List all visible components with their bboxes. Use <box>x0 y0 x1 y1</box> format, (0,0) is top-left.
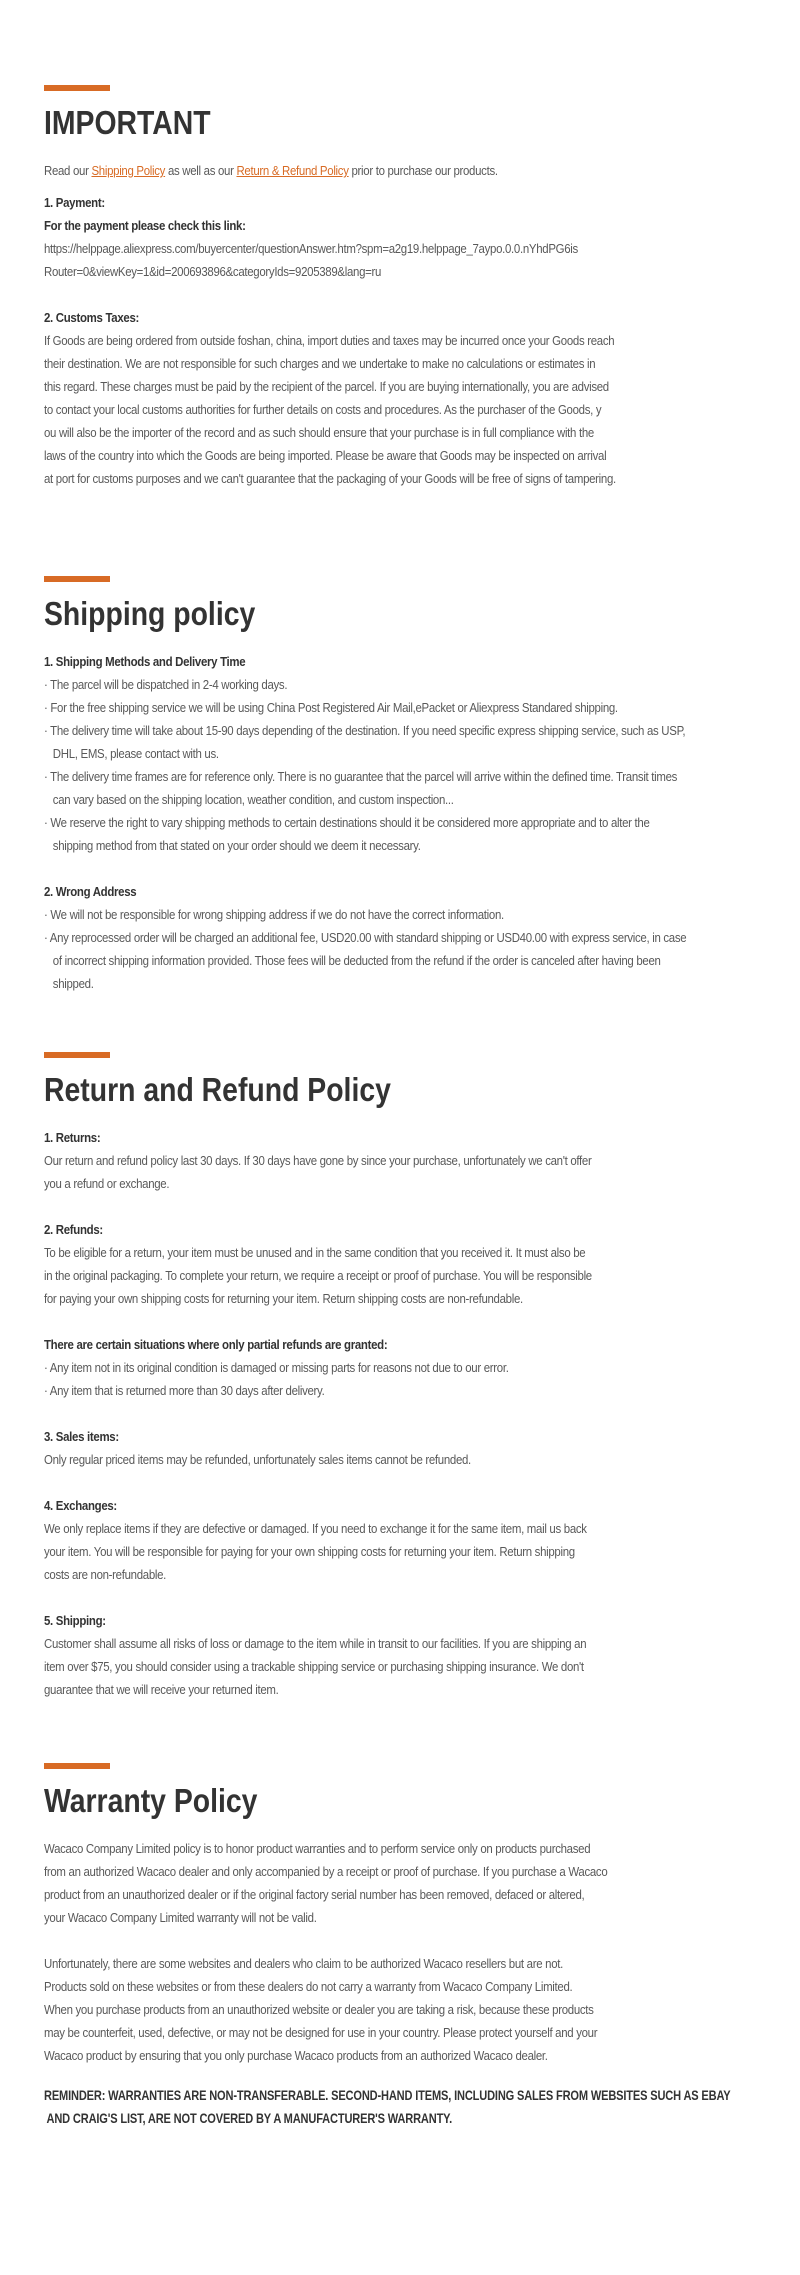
partial-refunds-heading: There are certain situations where only partial refunds are granted: <box>44 1337 388 1352</box>
paragraph-line: this regard. These charges must be paid by the recipient of the parcel. If you are buying internationally, you are advised <box>44 379 609 394</box>
intro-post: prior to purchase our products. <box>351 163 498 178</box>
customs-paragraph <box>44 329 757 490</box>
sales-items-heading: 3. Sales items: <box>44 1429 119 1444</box>
important-body <box>44 159 757 490</box>
warranty-body <box>44 1837 757 2067</box>
list-item: · Any item not in its original condition is damaged or missing parts for reasons not due to our error. <box>44 1360 509 1375</box>
paragraph-line: from an authorized Wacaco dealer and only accompanied by a receipt or proof of purchase. If you purchase a Wacaco <box>44 1864 608 1879</box>
paragraph-line: your item. You will be responsible for paying for your own shipping costs for returning your item. Return shipping <box>44 1544 575 1559</box>
paragraph-line: Wacaco Company Limited policy is to honor product warranties and to perform service only on products purchased <box>44 1841 591 1856</box>
shipping-section <box>44 576 764 995</box>
accent-bar <box>44 576 110 582</box>
paragraph-line: ou will also be the importer of the record and as such should ensure that your purchase is in full compliance with the <box>44 425 594 440</box>
paragraph-line: you a refund or exchange. <box>44 1176 170 1191</box>
list-item: · Any item that is returned more than 30 days after delivery. <box>44 1383 325 1398</box>
shipping-methods-heading: 1. Shipping Methods and Delivery Time <box>44 654 246 669</box>
payment-url-line[interactable]: https://helppage.aliexpress.com/buyercenter/questionAnswer.htm?spm=a2g19.helppage_7aypo.0.0.nYhdPG6is <box>44 241 578 256</box>
refund-policy-link[interactable]: Return & Refund Policy <box>236 163 349 178</box>
refund-title: Return and Refund Policy <box>44 1071 391 1108</box>
accent-bar <box>44 85 110 91</box>
refund-body <box>44 1126 757 1701</box>
shipping-body <box>44 650 757 995</box>
shipping-policy-link[interactable]: Shipping Policy <box>91 163 166 178</box>
warranty-section <box>44 1763 764 2130</box>
list-item: · Any reprocessed order will be charged an additional fee, USD20.00 with standard shipping or USD40.00 with express service, in case of incorrect shipping information provided. Those fees will be deducted from the refund if the order is canceled after having been shipped. <box>44 930 687 991</box>
refunds-heading: 2. Refunds: <box>44 1222 103 1237</box>
list-item: · The delivery time will take about 15-90 days depending of the destination. If you need specific express shipping service, such as USP, DHL, EMS, please contact with us. <box>44 723 686 761</box>
paragraph-line: Our return and refund policy last 30 days. If 30 days have gone by since your purchase, unfortunately we can't offer <box>44 1153 592 1168</box>
shipping-title: Shipping policy <box>44 595 256 632</box>
exchanges-heading: 4. Exchanges: <box>44 1498 117 1513</box>
wrong-address-heading: 2. Wrong Address <box>44 884 137 899</box>
accent-bar <box>44 1763 110 1769</box>
warranty-reminder <box>44 2084 747 2130</box>
paragraph-line: Wacaco product by ensuring that you only purchase Wacaco products from an authorized Wacaco dealer. <box>44 2048 548 2063</box>
list-item: · For the free shipping service we will be using China Post Registered Air Mail,ePacket or Aliexpress Standared shipping. <box>44 700 618 715</box>
shipping-methods-list <box>44 673 691 857</box>
paragraph-line: product from an unauthorized dealer or if the original factory serial number has been removed, defaced or altered, <box>44 1887 585 1902</box>
customs-heading: 2. Customs Taxes: <box>44 310 140 325</box>
paragraph-line: Only regular priced items may be refunded, unfortunately sales items cannot be refunded. <box>44 1452 471 1467</box>
paragraph-line: We only replace items if they are defective or damaged. If you need to exchange it for the same item, mail us back <box>44 1521 587 1536</box>
reminder-line: AND CRAIG'S LIST, ARE NOT COVERED BY A MANUFACTURER'S WARRANTY. <box>44 2110 453 2126</box>
accent-bar <box>44 1052 110 1058</box>
intro-mid: as well as our <box>167 163 234 178</box>
paragraph-line: for paying your own shipping costs for returning your item. Return shipping costs are non-refundable. <box>44 1291 523 1306</box>
important-title: IMPORTANT <box>44 104 211 141</box>
paragraph-line: Customer shall assume all risks of loss or damage to the item while in transit to our facilities. If you are shipping an <box>44 1636 587 1651</box>
returns-heading: 1. Returns: <box>44 1130 101 1145</box>
paragraph-line: their destination. We are not responsible for such charges and we undertake to make no calculations or estimates in <box>44 356 596 371</box>
paragraph-line: To be eligible for a return, your item must be unused and in the same condition that you received it. It must also be <box>44 1245 586 1260</box>
paragraph-line: item over $75, you should consider using a trackable shipping service or purchasing shipping insurance. We don't <box>44 1659 584 1674</box>
paragraph-line: may be counterfeit, used, defective, or may not be designed for use in your country. Please protect yourself and your <box>44 2025 598 2040</box>
list-item: · We will not be responsible for wrong shipping address if we do not have the correct information. <box>44 907 504 922</box>
paragraph-line: If Goods are being ordered from outside foshan, china, import duties and taxes may be incurred once your Goods reach <box>44 333 615 348</box>
paragraph-line: laws of the country into which the Goods are being imported. Please be aware that Goods may be inspected on arrival <box>44 448 607 463</box>
paragraph-line: to contact your local customs authorities for further details on costs and procedures. As the purchaser of the Goods, y <box>44 402 602 417</box>
intro-pre: Read our <box>44 163 89 178</box>
paragraph-line: guarantee that we will receive your returned item. <box>44 1682 279 1697</box>
refund-section <box>44 1052 764 1701</box>
list-item: · We reserve the right to vary shipping methods to certain destinations should it be considered more appropriate and to alter the shipping method from that stated on your order should we deem it necessary. <box>44 815 650 853</box>
payment-url-line[interactable]: Router=0&viewKey=1&id=200693896&categoryIds=9205389&lang=ru <box>44 264 382 279</box>
list-item: · The delivery time frames are for reference only. There is no guarantee that the parcel will arrive within the defined time. Transit times can vary based on the shipping location, weather condition, and custom inspection... <box>44 769 678 807</box>
paragraph-line: in the original packaging. To complete your return, we require a receipt or proof of purchase. You will be responsible <box>44 1268 592 1283</box>
warranty-title: Warranty Policy <box>44 1782 258 1819</box>
wrong-address-list <box>44 903 691 995</box>
intro-line <box>44 159 757 182</box>
paragraph-line: your Wacaco Company Limited warranty will not be valid. <box>44 1910 317 1925</box>
important-section <box>44 85 764 490</box>
paragraph-line: Unfortunately, there are some websites and dealers who claim to be authorized Wacaco resellers but are not. <box>44 1956 563 1971</box>
paragraph-line: When you purchase products from an unauthorized website or dealer you are taking a risk, because these products <box>44 2002 594 2017</box>
payment-heading: 1. Payment: <box>44 195 105 210</box>
return-shipping-heading: 5. Shipping: <box>44 1613 106 1628</box>
paragraph-line: at port for customs purposes and we can't guarantee that the packaging of your Goods will be free of signs of tampering. <box>44 471 616 486</box>
reminder-line: REMINDER: WARRANTIES ARE NON-TRANSFERABLE. SECOND-HAND ITEMS, INCLUDING SALES FROM WEBSITES SUCH AS EBAY <box>44 2087 731 2103</box>
payment-subheading: For the payment please check this link: <box>44 218 246 233</box>
paragraph-line: Products sold on these websites or from these dealers do not carry a warranty from Wacaco Company Limited. <box>44 1979 573 1994</box>
paragraph-line: costs are non-refundable. <box>44 1567 167 1582</box>
list-item: · The parcel will be dispatched in 2-4 working days. <box>44 677 288 692</box>
